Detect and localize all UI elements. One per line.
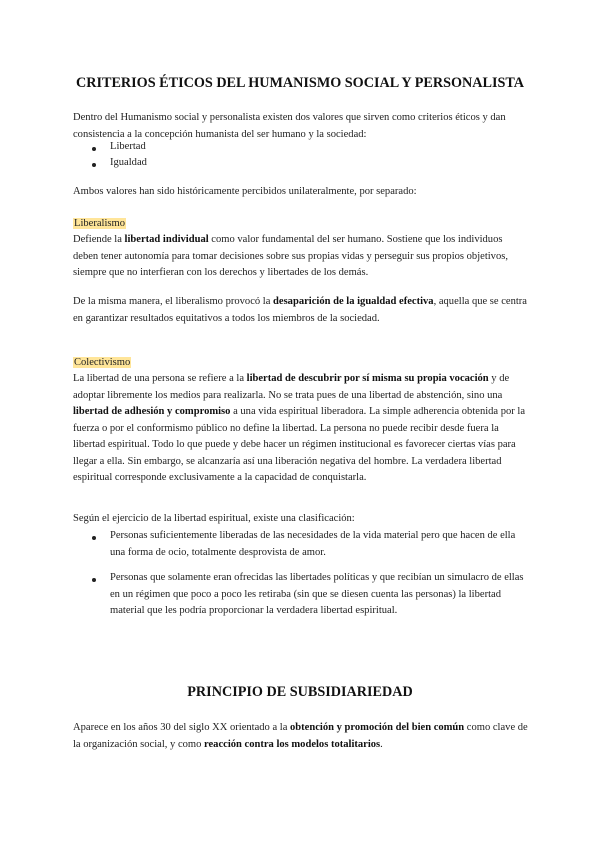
liberalismo-paragraph-2 — [73, 294, 529, 327]
bullet-dot-icon — [92, 578, 96, 582]
text-run: Aparece en los años 30 del siglo XX orientado a la — [73, 722, 291, 733]
text-run: como clave de la organización social, y como — [73, 722, 528, 750]
clase-item-2: Personas que solamente eran ofrecidas las libertades políticas y que recibían un simulacro de ellas en un régimen que poco a poco les retiraba (sin que se diesen cuenta las personas) la libertad material que les podría proporcionar la verdadera libertad espiritual. — [110, 572, 524, 616]
ambos-paragraph: Ambos valores han sido históricamente percibidos unilateralmente, por separado: — [73, 186, 417, 197]
text-run: . — [380, 738, 383, 750]
bold-run: libertad de descubrir por sí misma su propia vocación — [246, 373, 489, 384]
bold-run: libertad individual — [124, 234, 209, 245]
text-run: La libertad de una persona se refiere a la — [73, 373, 247, 384]
colectivismo-paragraph — [73, 371, 529, 487]
clasificacion-paragraph: Según el ejercicio de la libertad espiritual, existe una clasificación: — [73, 513, 355, 524]
liberalismo-heading — [73, 216, 529, 233]
text-run: , aquella que se centra en garantizar resultados equitativos a todos los miembros de la sociedad. — [73, 296, 527, 324]
liberalismo-heading-text: Liberalismo — [74, 218, 125, 229]
bullet-dot-icon — [92, 163, 96, 167]
liberalismo-paragraph-1 — [73, 232, 529, 282]
text-run: De la misma manera, el liberalismo provocó la — [73, 296, 274, 307]
intro-paragraph: Dentro del Humanismo social y personalista existen dos valores que sirven como criterios éticos y dan consistencia a la concepción humanista del ser humano y la sociedad: — [73, 112, 506, 140]
bullet-dot-icon — [92, 147, 96, 151]
subsidiariedad-title: PRINCIPIO DE SUBSIDIARIEDAD — [187, 684, 413, 700]
bold-run: reacción contra los modelos totalitarios — [204, 738, 381, 750]
clase-item-1: Personas suficientemente liberadas de las necesidades de la vida material pero que hacen de ella una forma de ocio, totalmente desprovista de amor. — [110, 530, 516, 558]
colectivismo-heading-text: Colectivismo — [74, 357, 131, 368]
main-title: CRITERIOS ÉTICOS DEL HUMANISMO SOCIAL Y PERSONALISTA — [75, 75, 525, 91]
subsidiariedad-paragraph — [73, 720, 529, 753]
value-libertad: Libertad — [110, 141, 146, 152]
text-run: a una vida espiritual liberadora. La simple adherencia obtenida por la fuerza o por el conformismo público no define la libertad. La persona no puede recibir desde fuera la libertad espiritual. Todo lo que puede y debe hacer un régimen institucional es favorecer ciertas vías para llegar a ella. Sin embargo, se alcanzaría así una liberación negativa del hombre. La verdadera libertad espiritual corresponde exclusivamente a la capacidad de conquistarla. — [73, 406, 526, 483]
text-run: Defiende la — [73, 234, 125, 245]
bold-run: libertad de adhesión y compromiso — [73, 406, 231, 417]
value-igualdad: Igualdad — [110, 157, 147, 168]
bold-run: desaparición de la igualdad efectiva — [273, 296, 434, 307]
bold-run: obtención y promoción del bien común — [290, 722, 465, 733]
colectivismo-heading — [73, 355, 529, 372]
bullet-dot-icon — [92, 536, 96, 540]
text-run: como valor fundamental del ser humano. Sostiene que los individuos deben tener autonomía para tomar decisiones sobre sus propias vidas y perseguir sus propios objetivos, siempre que no interfieran con los derechos y libertades de los demás. — [73, 234, 508, 278]
text-run: y de adoptar libremente los medios para realizarla. No se trata pues de una libertad de abstención, sino una — [73, 373, 510, 401]
